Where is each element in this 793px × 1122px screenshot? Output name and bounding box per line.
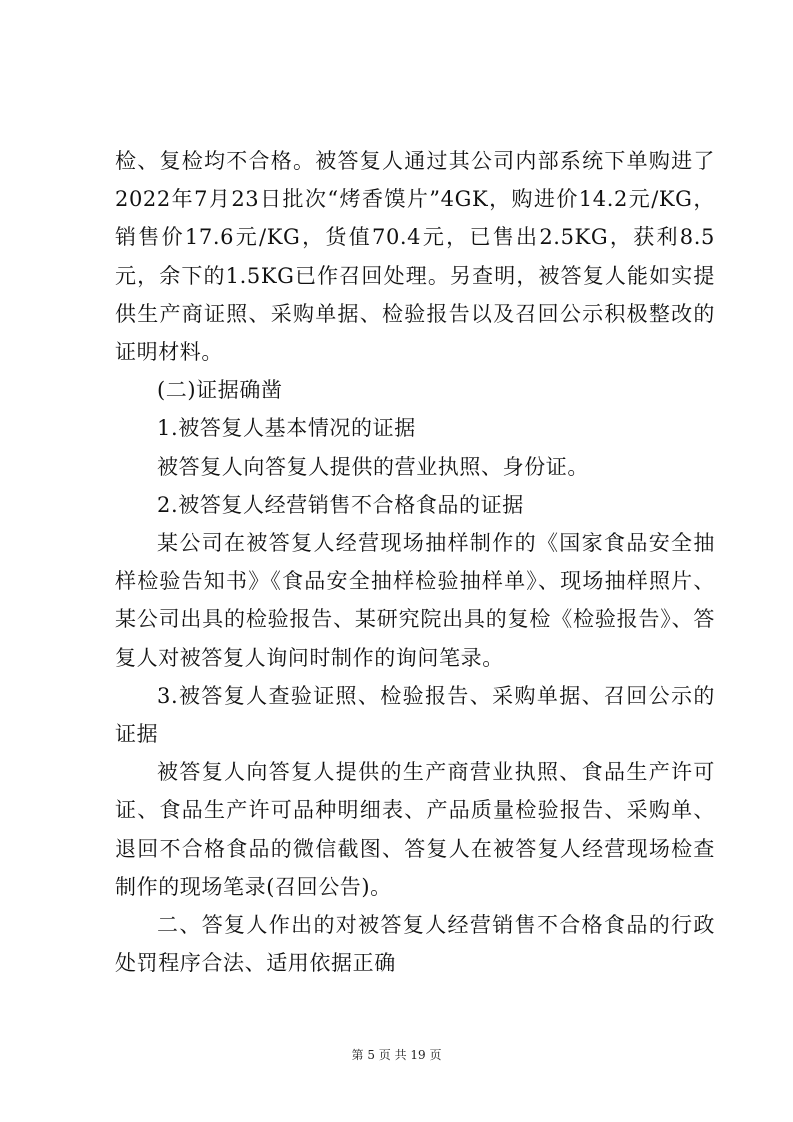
paragraph: 被答复人向答复人提供的生产商营业执照、食品生产许可证、食品生产许可品种明细表、产品质量检验报告、采购单、退回不合格食品的微信截图、答复人在被答复人经营现场检查制作的现场笔录(召回公告)。 xyxy=(115,760,715,899)
subsection-heading: 1.被答复人基本情况的证据 xyxy=(157,416,416,441)
paragraph: 检、复检均不合格。被答复人通过其公司内部系统下单购进了2022年7月23日批次“烤香馍片”4GK，购进价14.2元/KG，销售价17.6元/KG，货值70.4元，已售出2.5KG，获利8.5元，余下的1.5KG已作召回处理。另查明，被答复人能如实提供生产商证照、采购单据、检验报告以及召回公示积极整改的证明材料。 xyxy=(115,149,715,365)
paragraph: 某公司在被答复人经营现场抽样制作的《国家食品安全抽样检验告知书》《食品安全抽样检验抽样单》、现场抽样照片、某公司出具的检验报告、某研究院出具的复检《检验报告》、答复人对被答复人询问时制作的询问笔录。 xyxy=(115,531,715,670)
subsection-heading: 2.被答复人经营销售不合格食品的证据 xyxy=(157,492,524,517)
subsection-heading: 3.被答复人查验证照、检验报告、采购单据、召回公示的证据 xyxy=(115,683,715,747)
section-heading: (二)证据确凿 xyxy=(157,378,283,403)
section-heading: 二、答复人作出的对被答复人经营销售不合格食品的行政处罚程序合法、适用依据正确 xyxy=(115,913,715,976)
paragraph: 被答复人向答复人提供的营业执照、身份证。 xyxy=(157,454,589,479)
page-number-footer: 第 5 页 共 19 页 xyxy=(351,1048,442,1062)
document-body xyxy=(115,142,715,982)
